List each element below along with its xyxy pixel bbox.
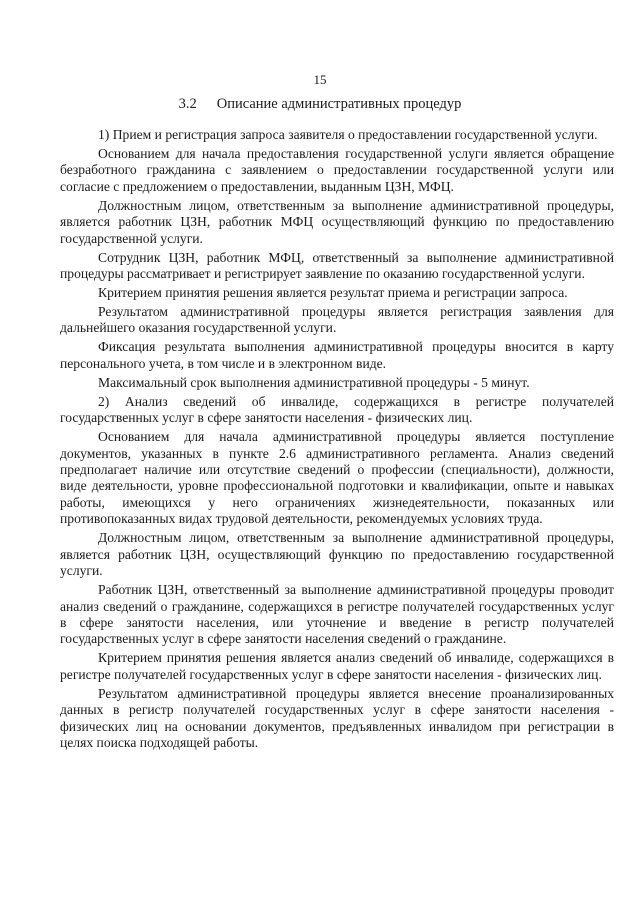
body-text bbox=[60, 127, 614, 754]
paragraph: Критерием принятия решения является анализ сведений об инвалиде, содержащихся в регистре получателей государственных услуг в сфере занятости населения - физических лиц. bbox=[60, 650, 614, 682]
paragraph: Должностным лицом, ответственным за выполнение административной процедуры, является работник ЦЗН, работник МФЦ осуществляющий функцию по предоставлению государственной услуги. bbox=[60, 197, 614, 246]
paragraph: Максимальный срок выполнения административной процедуры - 5 минут. bbox=[98, 374, 530, 390]
paragraph: Основанием для начала административной процедуры является поступление документов, указанных в пункте 2.6 административного регламента. Анализ сведений предполагает наличие или отсутствие сведений о профессии (специальности), должности, виде деятельности, уровне профессиональной подготовки и квалификации, опыте и навыках работы, имеющихся у него ограничениях жизнедеятельности, показанных или противопоказанных видах трудовой деятельности, рекомендуемых условиях труда. bbox=[60, 429, 614, 527]
paragraph: 2) Анализ сведений об инвалиде, содержащихся в регистре получателей государственных услуг в сфере занятости населения - физических лиц. bbox=[60, 393, 614, 426]
section-title: Описание административных процедур bbox=[216, 96, 462, 112]
paragraph: Работник ЦЗН, ответственный за выполнение административной процедуры проводит анализ сведений о гражданине, содержащихся в регистре получателей государственных услуг в сфере занятости населения, или уточнение и введение в регистр получателей государственных услуг в сфере занятости населения сведений о гражданине. bbox=[60, 582, 614, 647]
paragraph: Должностным лицом, ответственным за выполнение административной процедуры, является работник ЦЗН, осуществляющий функцию по предоставлению государственной услуги. bbox=[60, 530, 614, 579]
paragraph: Сотрудник ЦЗН, работник МФЦ, ответственный за выполнение административной процедуры рассматривает и регистрирует заявление по оказанию государственной услуги. bbox=[60, 249, 614, 282]
paragraph: Основанием для начала предоставления государственной услуги является обращение безработного гражданина с заявлением о предоставлении государственной услуги или согласие с предложением о предоставлении, выданным ЦЗН, МФЦ. bbox=[60, 146, 614, 194]
section-heading bbox=[0, 96, 640, 113]
paragraph: Результатом административной процедуры является регистрация заявления для дальнейшего оказания государственной услуги. bbox=[60, 304, 614, 336]
section-number: 3.2 bbox=[178, 96, 197, 112]
paragraph: Результатом административной процедуры является внесение проанализированных данных в регистр получателей государственных услуг в сфере занятости населения - физических лиц на основании документов, предъявленных инвалидом при регистрации в целях поиска подходящей работы. bbox=[60, 685, 614, 750]
paragraph: Фиксация результата выполнения административной процедуры вносится в карту персонального учета, в том числе и в электронном виде. bbox=[60, 339, 614, 371]
page-number: 15 bbox=[313, 72, 327, 87]
paragraph: Критерием принятия решения является результат приема и регистрации запроса. bbox=[98, 285, 568, 301]
paragraph: 1) Прием и регистрация запроса заявителя о предоставлении государственной услуги. bbox=[98, 127, 598, 142]
